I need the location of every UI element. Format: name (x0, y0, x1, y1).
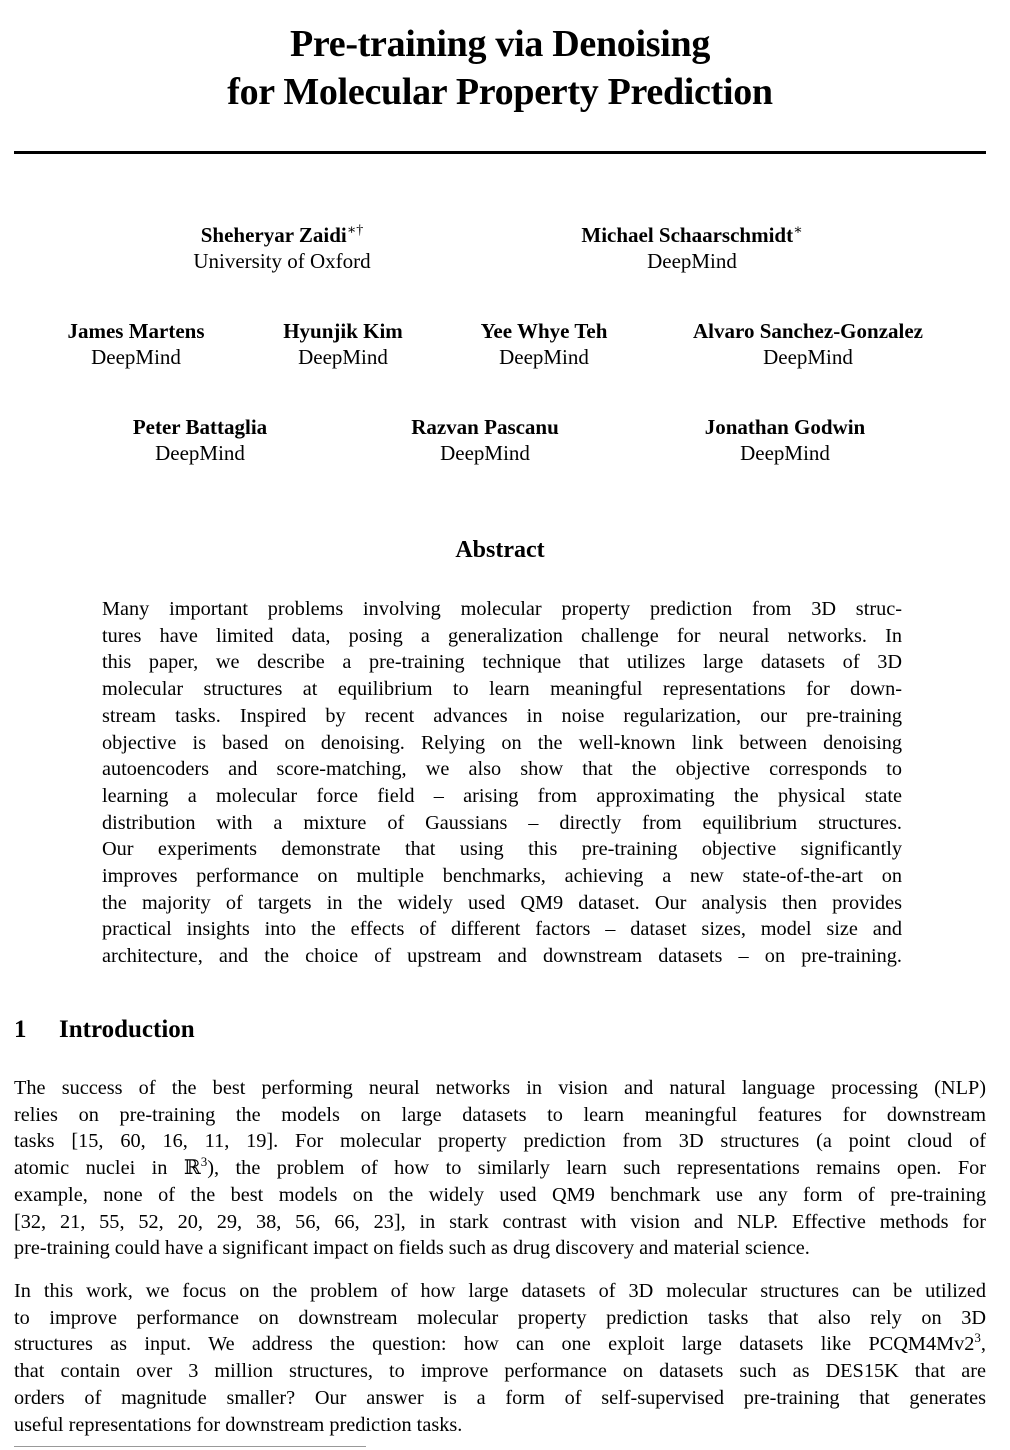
text-line: tasks [15, 60, 16, 11, 19]. For molecular property prediction from 3D structures (a point cloud of (14, 1130, 986, 1153)
title-line-1: Pre-training via Denoising (289, 23, 711, 65)
author-name: Michael Schaarschmidt∗ (581, 223, 803, 247)
author-block (133, 414, 267, 466)
text-line: pre-training could have a significant impact on fields such as drug discovery and material science. (14, 1237, 810, 1260)
text-line: objective is based on denoising. Relying on the well-known link between denoising (102, 731, 902, 754)
title-rule (14, 151, 986, 154)
author-affiliation: DeepMind (298, 345, 388, 369)
title-line-2: for Molecular Property Prediction (227, 71, 773, 113)
text-line: Our experiments demonstrate that using this pre-training objective significantly (102, 838, 902, 861)
author-affiliation: DeepMind (155, 441, 245, 465)
author-block (411, 414, 559, 466)
superscript: 3 (200, 1154, 208, 1170)
text-line: practical insights into the effects of different factors – dataset sizes, model size and (102, 918, 902, 941)
text-line: learning a molecular force field – arising from approximating the physical state (102, 784, 902, 807)
text-line: to improve performance on downstream molecular property prediction tasks that also rely on 3D (14, 1306, 986, 1329)
text-line: orders of magnitude smaller? Our answer is a form of self-supervised pre-training that generates (14, 1386, 986, 1409)
author-name: James Martens (67, 319, 205, 343)
text-line: In this work, we focus on the problem of how large datasets of 3D molecular structures can be utilized (14, 1280, 986, 1302)
text-line: architecture, and the choice of upstream and downstream datasets – on pre-training. (102, 945, 902, 968)
text-line: this paper, we describe a pre-training technique that utilizes large datasets of 3D (102, 651, 902, 674)
text-line: structures as input. We address the question: how can one exploit large datasets like $PCQM4Mv2^3$, (14, 1330, 986, 1356)
author-affiliation: DeepMind (763, 345, 853, 369)
text-line: stream tasks. Inspired by recent advances in noise regularization, our pre-training (102, 704, 902, 727)
author-name: Sheheryar Zaidi∗† (200, 223, 364, 247)
paragraph (14, 1278, 986, 1438)
author-block (581, 222, 802, 274)
text-line: atomic nuclei in ℝ$^3$), the problem of how to similarly learn such representations remains open. For (14, 1154, 987, 1180)
section-heading (14, 1016, 195, 1044)
author-affiliation: DeepMind (647, 249, 737, 273)
author-affiliation: DeepMind (740, 441, 830, 465)
section-number: 1 (14, 1016, 27, 1043)
abstract-body (102, 596, 902, 970)
author-block (67, 318, 204, 370)
author-marks: ∗† (346, 223, 364, 238)
text-line: Many important problems involving molecular property prediction from 3D struc- (102, 598, 902, 620)
text-line: molecular structures at equilibrium to learn meaningful representations for down- (102, 678, 902, 701)
text-line: improves performance on multiple benchmarks, achieving a new state-of-the-art on (102, 865, 902, 888)
text-line: autoencoders and score-matching, we also show that the objective corresponds to (102, 758, 902, 781)
abstract-heading: Abstract (455, 537, 545, 563)
author-name: Hyunjik Kim (283, 319, 403, 343)
author-block (193, 222, 370, 274)
text-line: example, none of the best models on the widely used QM9 benchmark use any form of pre-training (14, 1183, 986, 1206)
text-line: the majority of targets in the widely used QM9 dataset. Our analysis then provides (102, 891, 902, 914)
author-affiliation: DeepMind (440, 441, 530, 465)
text-line: distribution with a mixture of Gaussians – directly from equilibrium structures. (102, 811, 902, 834)
superscript: 3 (974, 1330, 981, 1346)
author-name: Alvaro Sanchez-Gonzalez (693, 319, 923, 343)
text-line: [32, 21, 55, 52, 20, 29, 38, 56, 66, 23], in stark contrast with vision and NLP. Effective methods for (14, 1210, 986, 1233)
section-title-text: Introduction (59, 1016, 195, 1043)
author-name: Razvan Pascanu (411, 415, 559, 439)
author-affiliation: DeepMind (499, 345, 589, 369)
footnote-rule (14, 1446, 366, 1447)
author-block (481, 318, 608, 370)
paper-title (0, 20, 1000, 116)
text-line: useful representations for downstream prediction tasks. (14, 1413, 463, 1436)
text-line: The success of the best performing neural networks in vision and natural language processing (NLP) (14, 1077, 986, 1099)
author-name: Peter Battaglia (132, 415, 268, 439)
author-affiliation: University of Oxford (193, 249, 371, 273)
author-name: Jonathan Godwin (704, 415, 866, 439)
author-block (283, 318, 403, 370)
text-line: relies on pre-training the models on large datasets to learn meaningful features for downstream (14, 1103, 986, 1126)
author-block (705, 414, 865, 466)
text-line: that contain over 3 million structures, to improve performance on datasets such as DES15K that are (14, 1360, 986, 1383)
text-line: tures have limited data, posing a generalization challenge for neural networks. In (102, 624, 902, 647)
author-marks: ∗ (793, 223, 803, 238)
paragraph (14, 1075, 986, 1262)
author-affiliation: DeepMind (91, 345, 181, 369)
author-name: Yee Whye Teh (480, 319, 608, 343)
author-block (693, 318, 923, 370)
